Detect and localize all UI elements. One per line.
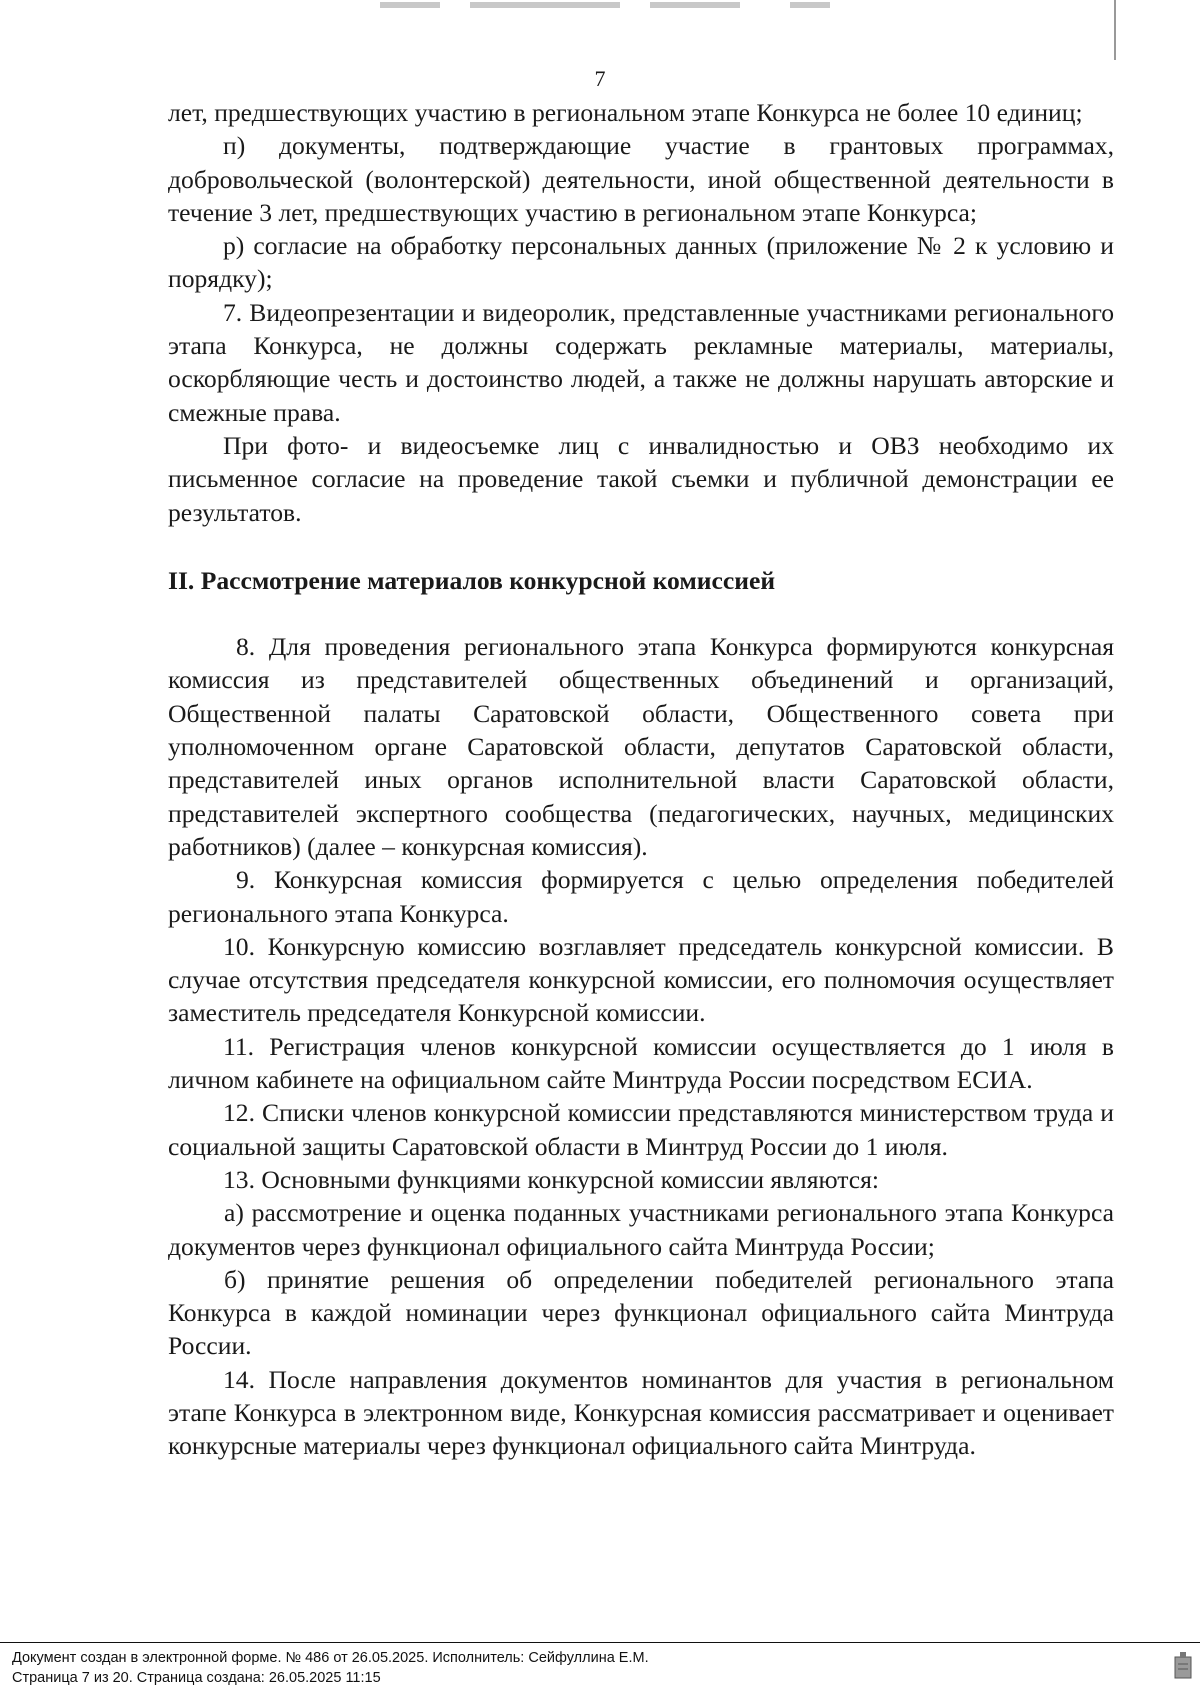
document-stamp-icon	[1174, 1651, 1192, 1679]
paragraph: 11. Регистрация членов конкурсной комиссии осуществляется до 1 июля в личном кабинете на официальном сайте Минтруда России посредством ЕСИА.	[168, 1031, 1114, 1095]
scan-artifact-top	[0, 0, 1200, 14]
paragraph: 9. Конкурсная комиссия формируется с целью определения победителей регионального этапа Конкурса.	[168, 865, 1114, 928]
paragraph: р) согласие на обработку персональных данных (приложение № 2 к условию и порядку);	[168, 231, 1114, 294]
footer-line-document-info: Документ создан в электронной форме. № 486 от 26.05.2025. Исполнитель: Сейфуллина Е.М.	[12, 1650, 649, 1666]
paragraph: а) рассмотрение и оценка поданных участниками регионального этапа Конкурса документов через функционал официального сайта Минтруда России;	[168, 1198, 1114, 1261]
paragraph: 10. Конкурсную комиссию возглавляет председатель конкурсной комиссии. В случае отсутствия председателя конкурсной комиссии, его полномочия осуществляет заместитель председателя Конкурсной комиссии.	[168, 931, 1114, 1028]
paragraph: 14. После направления документов номинантов для участия в региональном этапе Конкурса в электронном виде, Конкурсная комиссия рассматривает и оценивает конкурсные материалы через функционал официального сайта Минтруда.	[168, 1364, 1114, 1461]
electronic-document-footer	[0, 1642, 1200, 1698]
paragraph: лет, предшествующих участию в региональном этапе Конкурса не более 10 единиц;	[168, 98, 1083, 127]
scan-edge-mark	[1114, 0, 1116, 60]
paragraph: б) принятие решения об определении победителей регионального этапа Конкурса в каждой номинации через функционал официального сайта Минтруда России.	[168, 1264, 1114, 1361]
paragraph: При фото- и видеосъемке лиц с инвалидностью и ОВЗ необходимо их письменное согласие на проведение такой съемки и публичной демонстрации ее результатов.	[168, 430, 1114, 527]
paragraph: 8. Для проведения регионального этапа Конкурса формируются конкурсная комиссия из представителей общественных объединений и организаций, Общественной палаты Саратовской области, Общественного совета при уполномоченном органе Саратовской области, депутатов Саратовской области, представителей иных органов исполнительной власти Саратовской области, представителей экспертного сообщества (педагогических, научных, медицинских работников) (далее – конкурсная комиссия).	[168, 632, 1114, 861]
document-body	[168, 96, 1114, 1463]
paragraph: 13. Основными функциями конкурсной комиссии являются:	[223, 1164, 880, 1194]
footer-divider	[0, 1642, 1200, 1643]
paragraph: п) документы, подтверждающие участие в грантовых программах, добровольческой (волонтерской) деятельности, иной общественной деятельности в течение 3 лет, предшествующих участию в региональном этапе Конкурса;	[168, 131, 1114, 227]
footer-line-page-info: Страница 7 из 20. Страница создана: 26.05.2025 11:15	[12, 1670, 381, 1686]
paragraph: 12. Списки членов конкурсной комиссии представляются министерством труда и социальной защиты Саратовской области в Минтруд России до 1 июля.	[168, 1098, 1114, 1161]
page-number: 7	[594, 66, 606, 91]
section-heading: II. Рассмотрение материалов конкурсной комиссией	[168, 565, 776, 595]
paragraph: 7. Видеопрезентации и видеоролик, представленные участниками регионального этапа Конкурса, не должны содержать рекламные материалы, материалы, оскорбляющие честь и достоинство людей, а также не должны нарушать авторские и смежные права.	[168, 297, 1114, 427]
